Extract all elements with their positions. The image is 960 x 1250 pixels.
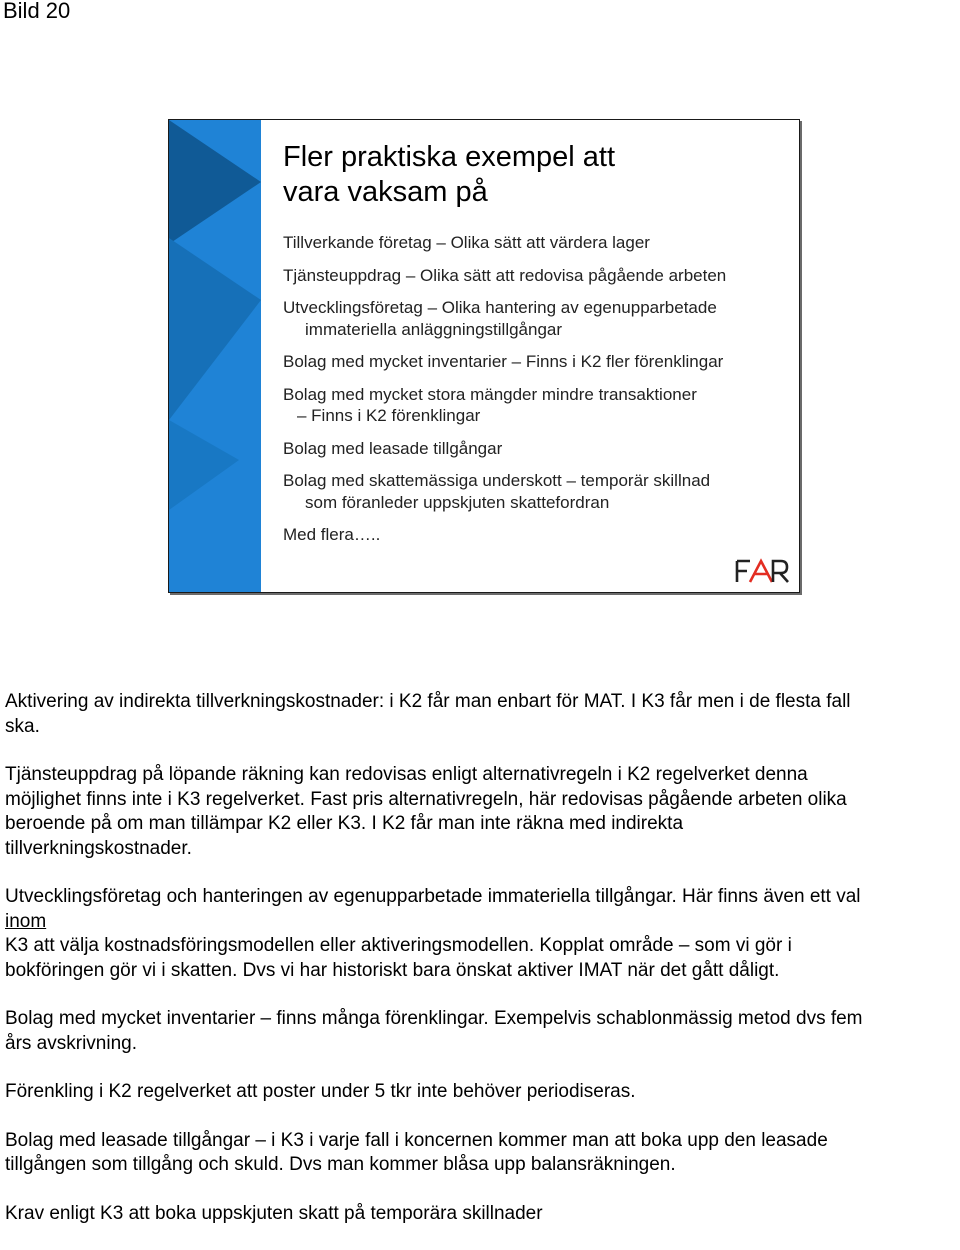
note-line: års avskrivning.	[5, 1032, 137, 1054]
note-paragraph	[5, 1080, 960, 1105]
slide-bullet	[283, 265, 793, 287]
slide-bullet	[283, 384, 793, 427]
page-heading: Bild 20	[3, 0, 71, 23]
note-line: ska.	[5, 715, 40, 737]
note-paragraph	[5, 1007, 960, 1056]
slide	[168, 119, 800, 593]
slide-title	[283, 140, 783, 210]
note-line: Krav enligt K3 att boka uppskjuten skatt på temporära skillnader	[5, 1202, 543, 1224]
note-paragraph	[5, 690, 960, 739]
bullet-line: Utvecklingsföretag – Olika hantering av egenupparbetade	[283, 298, 717, 317]
bullet-line: – Finns i K2 förenklingar	[297, 406, 481, 425]
slide-bullet	[283, 351, 793, 373]
note-line: Aktivering av indirekta tillverkningskostnader: i K2 får man enbart för MAT. I K3 får men i de flesta fall	[5, 691, 851, 712]
bullet-line: Bolag med mycket inventarier – Finns i K2 fler förenklingar	[283, 352, 724, 371]
slide-decorative-band	[169, 120, 261, 592]
note-line: Bolag med mycket inventarier – finns många förenklingar. Exempelvis schablonmässig metod dvs fem	[5, 1008, 863, 1029]
note-paragraph	[5, 1129, 960, 1178]
slide-title-line: Fler praktiska exempel att	[283, 141, 616, 173]
slide-bullet	[283, 232, 793, 254]
slide-bullet	[283, 470, 793, 513]
bullet-line: Bolag med leasade tillgångar	[283, 438, 503, 458]
bullet-line: Bolag med mycket stora mängder mindre transaktioner	[283, 384, 697, 404]
bullet-line: Tjänsteuppdrag – Olika sätt att redovisa pågående arbeten	[283, 265, 727, 285]
speaker-notes	[5, 690, 960, 1250]
note-line: Förenkling i K2 regelverket att poster under 5 tkr inte behöver periodiseras.	[5, 1081, 636, 1102]
note-line-text: K3 att välja kostnadsföringsmodellen eller aktiveringsmodellen. Kopplat område – som vi gör i	[5, 935, 792, 956]
note-line: tillverkningskostnader.	[5, 837, 192, 859]
note-line: beroende på om man tillämpar K2 eller K3. I K2 får man inte räkna med indirekta	[5, 813, 684, 834]
bullet-line: immateriella anläggningstillgångar	[305, 319, 563, 339]
bullet-line: Bolag med skattemässiga underskott – temporär skillnad	[283, 471, 711, 490]
note-line	[5, 910, 960, 959]
note-line: möjlighet finns inte i K3 regelverket. Fast pris alternativregeln, här redovisas pågående arbeten olika	[5, 788, 847, 810]
slide-bullet-list	[283, 232, 793, 546]
note-line: Bolag med leasade tillgångar – i K3 i varje fall i koncernen kommer man att boka upp den leasade	[5, 1129, 828, 1151]
slide-bullet	[283, 438, 793, 460]
bullet-line: som föranleder uppskjuten skattefordran	[305, 492, 610, 512]
far-logo	[735, 558, 789, 584]
underlined-word: inom	[5, 910, 47, 932]
slide-bullet	[283, 524, 793, 546]
bullet-line: Tillverkande företag – Olika sätt att värdera lager	[283, 233, 650, 252]
note-line: Tjänsteuppdrag på löpande räkning kan redovisas enligt alternativregeln i K2 regelverket denna	[5, 764, 808, 785]
note-line: Utvecklingsföretag och hanteringen av egenupparbetade immateriella tillgångar. Här finns även ett val	[5, 886, 861, 907]
note-line: bokföringen gör vi i skatten. Dvs vi har historiskt bara önskat aktiver IMAT när det gått dåligt.	[5, 959, 780, 981]
bullet-line: Med flera…..	[283, 525, 381, 544]
note-paragraph	[5, 1202, 960, 1227]
note-paragraph	[5, 763, 960, 861]
note-line: tillgången som tillgång och skuld. Dvs man kommer blåsa upp balansräkningen.	[5, 1154, 676, 1175]
note-paragraph	[5, 885, 960, 983]
slide-title-line: vara vaksam på	[283, 176, 488, 208]
slide-bullet	[283, 297, 793, 340]
